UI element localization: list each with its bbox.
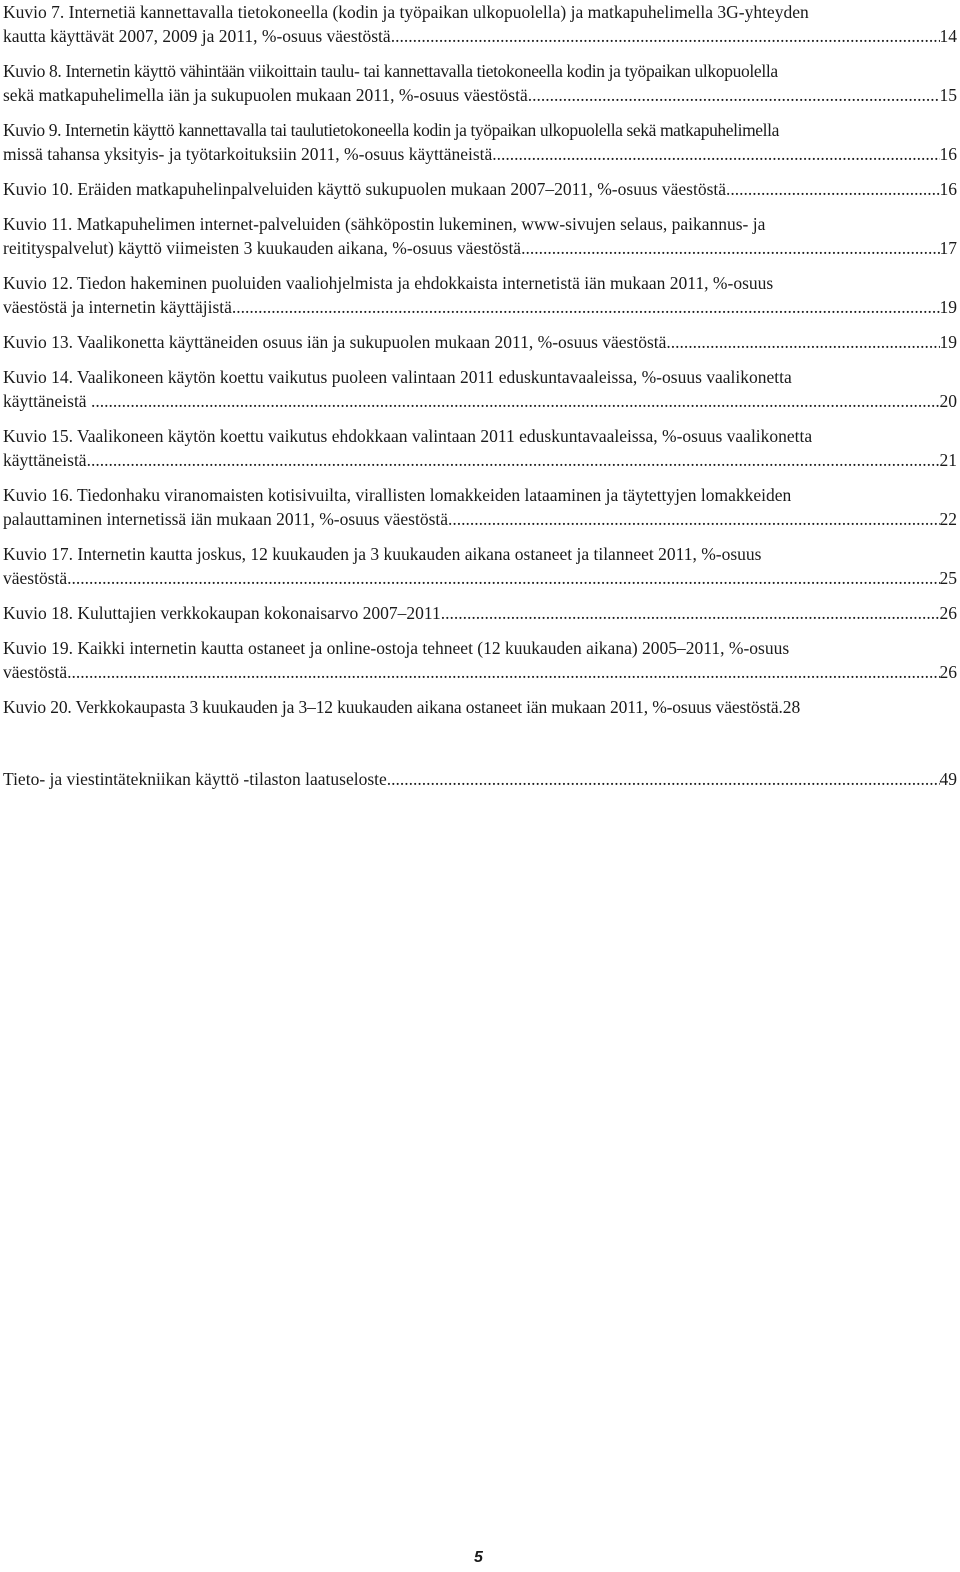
dot-leader xyxy=(521,236,939,260)
toc-entry-page-number: 16 xyxy=(939,179,957,199)
toc-entry-title-line2: kautta käyttävät 2007, 2009 ja 2011, %-osuus väestöstä xyxy=(3,26,391,46)
toc-entry-kuvio-20[interactable] xyxy=(3,695,957,719)
toc-entry-title-line1: Kuvio 12. Tiedon hakeminen puoluiden vaaliohjelmista ja ehdokkaista internetistä iän mukaan 2011, %-osuus xyxy=(3,273,774,293)
toc-entry-title-line1: Kuvio 9. Internetin käyttö kannettavalla tai taulutietokoneella kodin ja työpaikan ulkopuolella sekä matkapuhelimella xyxy=(3,120,779,140)
dot-leader xyxy=(91,389,940,413)
dot-leader xyxy=(441,601,940,625)
toc-entry-title-line1: Kuvio 20. Verkkokaupasta 3 kuukauden ja 3–12 kuukauden aikana ostaneet iän mukaan 2011, %-osuus väestöstä. xyxy=(3,697,783,717)
toc-entry-page-number: 20 xyxy=(939,391,957,411)
dot-leader xyxy=(492,142,939,166)
toc-entry-kuvio-16[interactable] xyxy=(3,483,957,531)
toc-entry-title-line1: Kuvio 13. Vaalikonetta käyttäneiden osuus iän ja sukupuolen mukaan 2011, %-osuus väestöstä xyxy=(3,332,667,352)
toc-entry-title-line2: missä tahansa yksityis- ja työtarkoituksiin 2011, %-osuus käyttäneistä xyxy=(3,144,493,164)
toc-entry-title-line2: reitityspalvelut) käyttö viimeisten 3 kuukauden aikana, %-osuus väestöstä xyxy=(3,238,522,258)
toc-entry-kuvio-10[interactable] xyxy=(3,177,957,201)
table-of-contents xyxy=(3,0,957,802)
toc-entry-title-line1: Kuvio 7. Internetiä kannettavalla tietokoneella (kodin ja työpaikan ulkopuolella) ja matkapuhelimella 3G-yhteyden xyxy=(3,2,809,22)
dot-leader xyxy=(232,295,940,319)
toc-entry-title-line2: käyttäneistä xyxy=(3,450,87,470)
toc-entry-kuvio-11[interactable] xyxy=(3,212,957,260)
page-number: 5 xyxy=(474,1549,483,1566)
toc-entry-title-line2: väestöstä xyxy=(3,662,68,682)
toc-entry-kuvio-14[interactable] xyxy=(3,365,957,413)
toc-entry-page-number: 16 xyxy=(939,144,957,164)
toc-entry-title-line1: Kuvio 10. Eräiden matkapuhelinpalveluiden käyttö sukupuolen mukaan 2007–2011, %-osuus väestöstä xyxy=(3,179,727,199)
toc-entry-title-line1: Kuvio 18. Kuluttajien verkkokaupan kokonaisarvo 2007–2011 xyxy=(3,603,441,623)
toc-entry-kuvio-15[interactable] xyxy=(3,424,957,472)
toc-entry-title-line1: Kuvio 11. Matkapuhelimen internet-palveluiden (sähköpostin lukeminen, www-sivujen selaus, paikannus- ja xyxy=(3,214,766,234)
toc-entry-page-number: 17 xyxy=(939,238,957,258)
toc-entry-title-line1: Kuvio 19. Kaikki internetin kautta ostaneet ja online-ostoja tehneet (12 kuukauden aikana) 2005–2011, %-osuus xyxy=(3,638,790,658)
toc-entry-page-number: 28 xyxy=(782,697,801,717)
dot-leader xyxy=(448,507,939,531)
toc-entry-title-line1: Kuvio 8. Internetin käyttö vähintään viikoittain taulu- tai kannettavalla tietokoneella kodin ja työpaikan ulkopuolella xyxy=(3,61,778,81)
dot-leader xyxy=(666,330,939,354)
dot-leader xyxy=(87,448,940,472)
dot-leader xyxy=(528,83,940,107)
toc-entry-title-line1: Kuvio 14. Vaalikoneen käytön koettu vaikutus puoleen valintaan 2011 eduskuntavaaleissa, %-osuus vaalikonetta xyxy=(3,367,792,387)
toc-entry-title-line2: käyttäneistä xyxy=(3,391,91,411)
toc-entry-page-number: 14 xyxy=(939,26,957,46)
dot-leader xyxy=(67,566,939,590)
toc-entry-title-line1: Kuvio 15. Vaalikoneen käytön koettu vaikutus ehdokkaan valintaan 2011 eduskuntavaaleissa, %-osuus vaalikonetta xyxy=(3,426,813,446)
toc-entry-title-line2: palauttaminen internetissä iän mukaan 2011, %-osuus väestöstä xyxy=(3,509,449,529)
toc-entry-page-number: 49 xyxy=(939,769,957,789)
toc-entry-title-line2: väestöstä ja internetin käyttäjistä xyxy=(3,297,232,317)
dot-leader xyxy=(67,660,939,684)
toc-entry-page-number: 15 xyxy=(939,85,957,105)
toc-entry-kuvio-13[interactable] xyxy=(3,330,957,354)
toc-entry-kuvio-17[interactable] xyxy=(3,542,957,590)
toc-entry-title-line2: väestöstä xyxy=(3,568,68,588)
dot-leader xyxy=(387,767,940,791)
dot-leader xyxy=(391,24,940,48)
toc-entry-page-number: 19 xyxy=(939,332,957,352)
toc-entry-kuvio-7[interactable] xyxy=(3,0,957,48)
toc-entry-page-number: 21 xyxy=(939,450,957,470)
toc-entry-kuvio-12[interactable] xyxy=(3,271,957,319)
toc-entry-kuvio-19[interactable] xyxy=(3,636,957,684)
toc-entry-title-line1: Kuvio 16. Tiedonhaku viranomaisten kotisivuilta, virallisten lomakkeiden lataaminen ja täytettyjen lomakkeiden xyxy=(3,485,792,505)
toc-entry-page-number: 19 xyxy=(939,297,957,317)
toc-entry-page-number: 26 xyxy=(939,603,957,623)
toc-entry-quality-description[interactable] xyxy=(3,767,957,791)
toc-entry-kuvio-8[interactable] xyxy=(3,59,957,107)
toc-entry-title-line1: Tieto- ja viestintätekniikan käyttö -tilaston laatuseloste xyxy=(3,769,387,789)
dot-leader xyxy=(726,177,939,201)
toc-entry-title-line2: sekä matkapuhelimella iän ja sukupuolen mukaan 2011, %-osuus väestöstä xyxy=(3,85,528,105)
toc-entry-title-line1: Kuvio 17. Internetin kautta joskus, 12 kuukauden ja 3 kuukauden aikana ostaneet ja tilanneet 2011, %-osuus xyxy=(3,544,762,564)
toc-entry-page-number: 25 xyxy=(939,568,957,588)
toc-entry-kuvio-18[interactable] xyxy=(3,601,957,625)
toc-entry-page-number: 22 xyxy=(939,509,957,529)
toc-entry-kuvio-9[interactable] xyxy=(3,118,957,166)
toc-entry-page-number: 26 xyxy=(939,662,957,682)
